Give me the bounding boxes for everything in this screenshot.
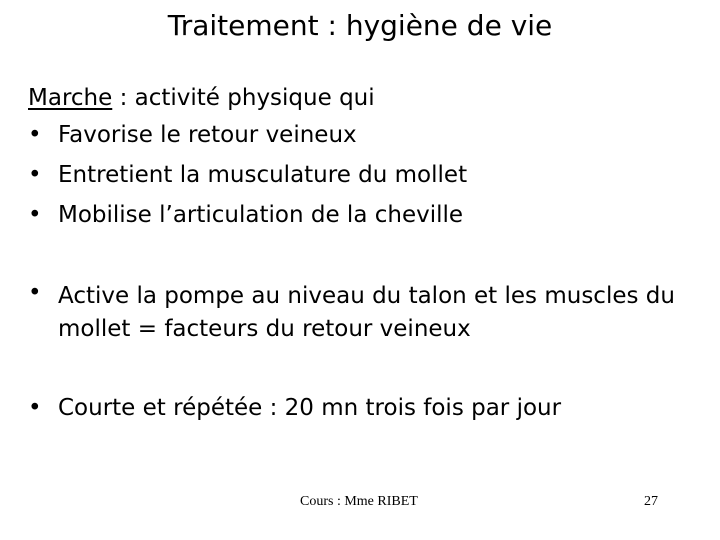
- intro-text: : activité physique qui: [112, 85, 375, 111]
- list-item-text: Active la pompe au niveau du talon et les muscles du mollet = facteurs du retour veineux: [58, 283, 675, 342]
- list-item: [28, 388, 708, 428]
- list-item: [28, 115, 708, 155]
- bullet-icon: •: [28, 202, 42, 228]
- list-item: [28, 155, 708, 195]
- list-item-text: Entretient la musculature du mollet: [58, 162, 468, 188]
- list-item-text: Courte et répétée : 20 mn trois fois par jour: [58, 395, 562, 421]
- bullet-icon: •: [28, 162, 42, 188]
- list-item-text: Mobilise l’articulation de la cheville: [58, 202, 464, 228]
- intro-keyword: Marche: [28, 85, 113, 111]
- list-item: [28, 277, 708, 346]
- slide-title: Traitement : hygiène de vie: [167, 9, 553, 42]
- intro-line: [28, 78, 375, 118]
- bullet-icon: •: [28, 280, 42, 306]
- frequency-list: [28, 388, 708, 428]
- benefits-list: [28, 115, 708, 235]
- list-item: [28, 195, 708, 235]
- bullet-icon: •: [28, 122, 42, 148]
- pump-list: [28, 277, 708, 346]
- bullet-icon: •: [28, 395, 42, 421]
- footer-author: Cours : Mme RIBET: [300, 494, 418, 509]
- page-number: 27: [644, 494, 658, 509]
- list-item-text: Favorise le retour veineux: [58, 122, 357, 148]
